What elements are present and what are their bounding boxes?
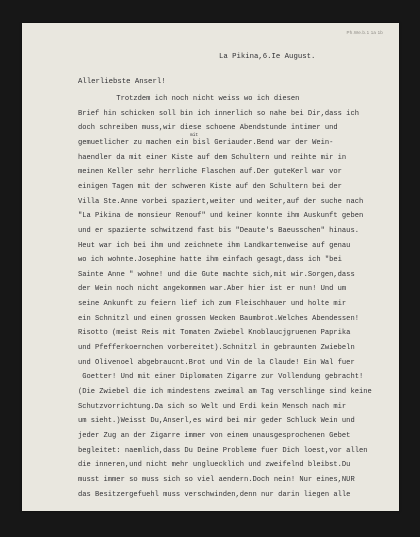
letter-line: jeder Zug an der Zigarre immer von einem unausgesprochenen Gebet bbox=[78, 431, 351, 440]
letter-line: wo ich wohnte.Josephine hatte ihm einfach gesagt,dass ich "bei bbox=[78, 256, 342, 265]
interlinear-insertion: mit bbox=[190, 133, 199, 138]
letter-line: gemuetlicher zu machen ein bisl Geriauder.Bend war der Wein- bbox=[78, 138, 334, 147]
letter-line: um sieht.)Weisst Du,Anserl,es wird bei mir geder Schluck Wein und bbox=[78, 417, 355, 426]
letter-line: Schutzvorrichtung.Da sich so Welt und Erdi kein Mensch nach mir bbox=[78, 402, 347, 411]
letter-line: und Olivenoel abgebraucnt.Brot und Vin de la Claude! Ein Wal fuer bbox=[78, 358, 355, 367]
letter-line: haendler da mit einer Kiste auf dem Schultern und reihte mir in bbox=[78, 153, 347, 162]
letter-line: das Besitzergefuehl muss verschwinden,denn nur darin liegen alle bbox=[78, 490, 351, 499]
letter-date: La Pikina,6.Ie August. bbox=[219, 53, 316, 61]
letter-line: der Wein noch nicht angekommen war.Aber hier ist er nun! Und um bbox=[78, 285, 347, 294]
letter-salutation: Allerliebste Anserl! bbox=[78, 78, 166, 86]
letter-line: einigen Tagen mit der schweren Kiste auf den Schultern bei der bbox=[78, 182, 342, 191]
letter-line: meinen Keller sehr herrliche Flaschen auf.Der guteKerl war vor bbox=[78, 168, 342, 177]
letter-line: Heut war ich bei ihm und zeichnete ihm Landkartenweise auf genau bbox=[78, 241, 351, 250]
letter-line: Goetter! Und mit einer Diplomaten Zigarre zur Vollendung gebracht! bbox=[78, 373, 364, 382]
letter-line: Brief hin schicken soll bin ich innerlich so nahe bei Dir,dass ich bbox=[78, 109, 359, 118]
letter-page bbox=[22, 23, 399, 511]
letter-line: Trotzdem ich noch nicht weiss wo ich diesen bbox=[78, 95, 300, 103]
letter-line: (Die Zwiebel die ich mindestens zweimal am Tag verschlinge sind keine bbox=[78, 388, 372, 396]
letter-line: Sainte Anne " wohne! und die Gute machte sich,mit wir.Sorgen,dass bbox=[78, 270, 355, 279]
letter-line: seine Ankunft zu feiern lief ich zum Fleischhauer und holte mir bbox=[78, 300, 347, 309]
letter-line: und er spazierte schwitzend fast bis "Deaute's Baeusschen" hinaus. bbox=[78, 226, 359, 235]
letter-line: und Pfefferkoernchen vorbereitet).Schnitzl in gebraunten Zwiebeln bbox=[78, 344, 355, 353]
letter-line: ein Schnitzl und einen grossen Wecken Baumbrot.Welches Abendessen! bbox=[78, 314, 359, 323]
letter-line: begleitet: naemlich,dass Du Deine Probleme fuer Dich loest,vor allen bbox=[78, 446, 368, 455]
letter-line: doch schreiben muss,wir diese schoene Abendstunde intimer und bbox=[78, 124, 338, 133]
letter-line: Risotto (meist Reis mit Tomaten Zwiebel Knoblaucjgruenen Paprika bbox=[78, 329, 351, 338]
letter-line: "La Pikina de monsieur Renouf" und keiner konnte ihm Auskunft geben bbox=[78, 212, 364, 221]
letter-line: musst immer so muss sich so viel aendern.Doch nein! Nur eines,NUR bbox=[78, 475, 355, 484]
archive-reference-mark: Ph.We.b.1 1a 1b bbox=[346, 30, 383, 35]
letter-line: die inneren,und nicht mehr ungluecklich und zweifelnd bleibst.Du bbox=[78, 461, 351, 470]
letter-line: Villa Ste.Anne vorbei spaziert,weiter und weiter,auf der suche nach bbox=[78, 197, 364, 206]
